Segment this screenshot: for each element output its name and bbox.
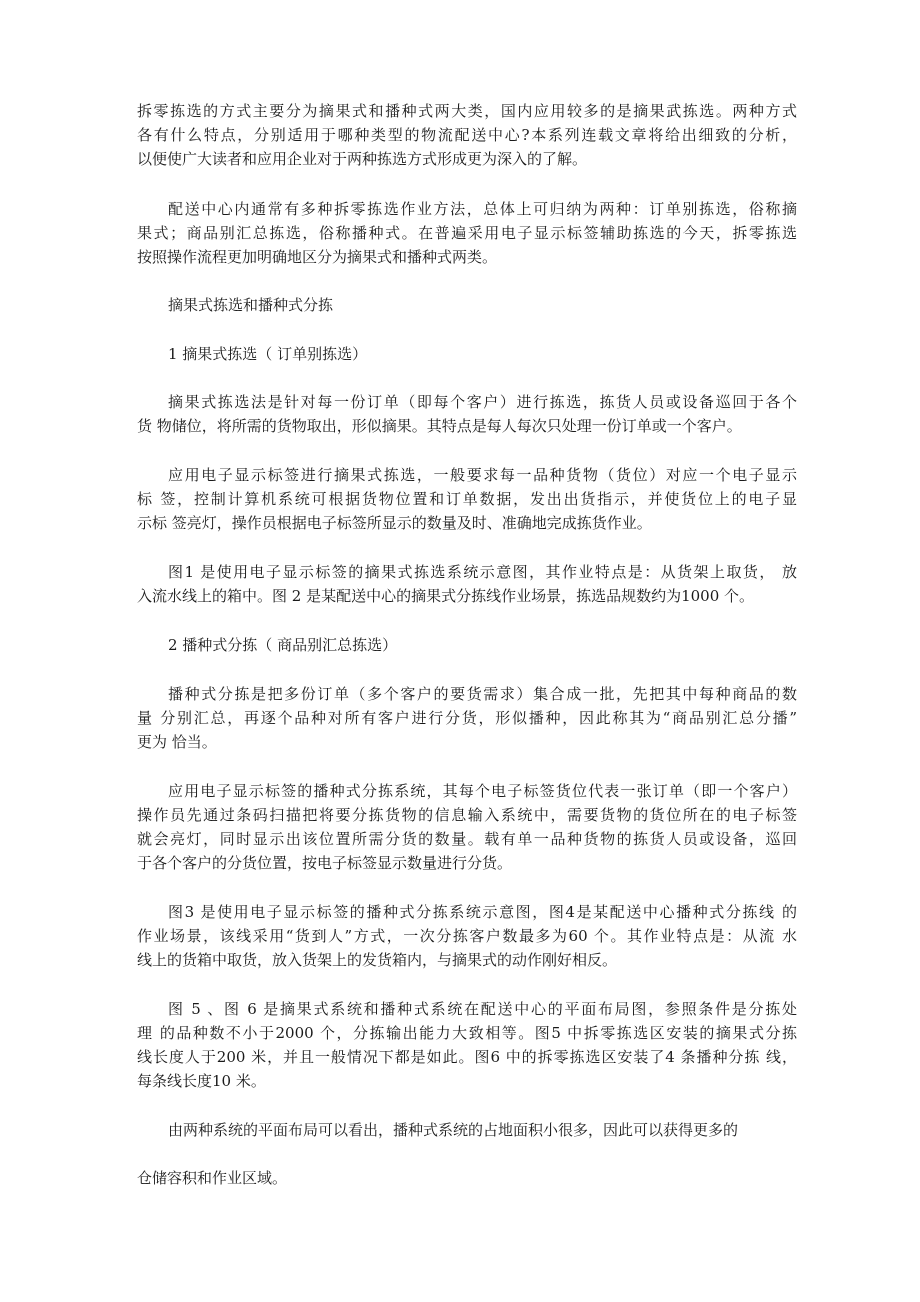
text-line: 由两种系统的平面布局可以看出，播种式系统的占地面积小很多，因此可以获得更多的 xyxy=(168,1121,739,1139)
text-line: 以便使广大读者和应用企业对于两种拣选方式形成更为深入的了解。 xyxy=(137,150,588,168)
paragraph-7 xyxy=(137,997,797,1093)
subsection-heading-1 xyxy=(137,342,797,366)
text-line: 图3 是使用电子显示标签的播种式分拣系统示意图，图4是某配送中心播种式分拣线 的 xyxy=(168,903,797,921)
text-line: 标 签，控制计算机系统可根据货物位置和订单数据，发出出货指示，并使货位上的电子显 xyxy=(137,490,797,508)
text-line: 配送中心内通常有多种拆零拣选作业方法，总体上可归纳为两种：订单别拣选，俗称摘 xyxy=(168,200,797,218)
text-line: 作业场景，该线采用“货到人”方式，一次分拣客户数最多为60 个。其作业特点是：从流 水 xyxy=(137,927,797,945)
text-line: 按照操作流程更加明确地区分为摘果式和播种式两类。 xyxy=(137,248,498,266)
text-line: 就会亮灯，同时显示出该位置所需分货的数量。载有单一品种货物的拣货人员或设备，巡回 xyxy=(137,830,797,848)
paragraph-1 xyxy=(137,390,797,438)
text-line: 示标 签亮灯，操作员根据电子标签所显示的数量及时、准确地完成拣货作业。 xyxy=(137,514,652,532)
text-line: 更为 恰当。 xyxy=(137,733,217,751)
text-line: 图1 是使用电子显示标签的摘果式拣选系统示意图，其作业特点是：从货架上取货， 放 xyxy=(168,563,797,581)
text-line: 应用电子显示标签进行摘果式拣选，一般要求每一品种货物（货位）对应一个电子显示 xyxy=(168,466,797,484)
paragraph-5 xyxy=(137,779,797,875)
text-line: 量 分别汇总，再逐个品种对所有客户进行分货，形似播种，因此称其为“商品别汇总分播” xyxy=(137,709,797,727)
paragraph-8 xyxy=(137,1118,797,1142)
paragraph-6 xyxy=(137,900,797,972)
text-line: 图 5 、图 6 是摘果式系统和播种式系统在配送中心的平面布局图，参照条件是分拣处 xyxy=(168,1000,797,1018)
text-line: 1 摘果式拣选（ 订单别拣选） xyxy=(168,345,368,363)
text-line: 果式；商品别汇总拣选，俗称播种式。在普遍采用电子显示标签辅助拣选的今天，拆零拣选 xyxy=(137,224,797,242)
subsection-heading-2 xyxy=(137,633,797,657)
text-line: 各有什么特点，分别适用于哪种类型的物流配送中心?本系列连载文章将给出细致的分析， xyxy=(137,126,797,144)
paragraph-4 xyxy=(137,682,797,754)
text-line: 摘果式拣选和播种式分拣 xyxy=(168,296,334,314)
text-line: 线上的货箱中取货，放入货架上的发货箱内，与摘果式的动作刚好相反。 xyxy=(137,951,618,969)
paragraph-9 xyxy=(137,1166,797,1190)
text-line: 货 物储位，将所需的货物取出，形似摘果。其特点是每人每次只处理一份订单或一个客户。 xyxy=(137,417,742,435)
text-line: 仓储容积和作业区域。 xyxy=(137,1169,288,1187)
text-line: 于各个客户的分货位置，按电子标签显示数量进行分货。 xyxy=(137,854,513,872)
paragraph-3 xyxy=(137,560,797,608)
text-line: 摘果式拣选法是针对每一份订单（即每个客户）进行拣选，拣货人员或设备巡回于各个 xyxy=(168,393,797,411)
section-heading xyxy=(137,293,797,317)
text-line: 理 的品种数不小于2000 个，分拣输出能力大致相等。图5 中拆零拣选区安装的摘果式分拣 xyxy=(137,1024,797,1042)
text-line: 操作员先通过条码扫描把将要分拣货物的信息输入系统中，需要货物的货位所在的电子标签 xyxy=(137,806,797,824)
text-line: 入流水线上的箱中。图 2 是某配送中心的摘果式分拣线作业场景，拣选品规数约为1000 个。 xyxy=(137,587,755,605)
text-line: 线长度人于200 米，并且一般情况下都是如此。图6 中的拆零拣选区安装了4 条播种分拣 线， xyxy=(137,1048,797,1066)
text-line: 每条线长度10 米。 xyxy=(137,1072,266,1090)
text-line: 2 播种式分拣（ 商品别汇总拣选） xyxy=(168,636,398,654)
text-line: 拆零拣选的方式主要分为摘果式和播种式两大类，国内应用较多的是摘果武拣选。两种方式 xyxy=(137,102,797,120)
text-line: 应用电子显示标签的播种式分拣系统，其每个电子标签货位代表一张订单（即一个客户） xyxy=(168,782,797,800)
paragraph-2 xyxy=(137,463,797,535)
paragraph-overview xyxy=(137,197,797,269)
text-line: 播种式分拣是把多份订单（多个客户的要货需求）集合成一批，先把其中每种商品的数 xyxy=(168,685,797,703)
paragraph-intro xyxy=(137,99,797,171)
